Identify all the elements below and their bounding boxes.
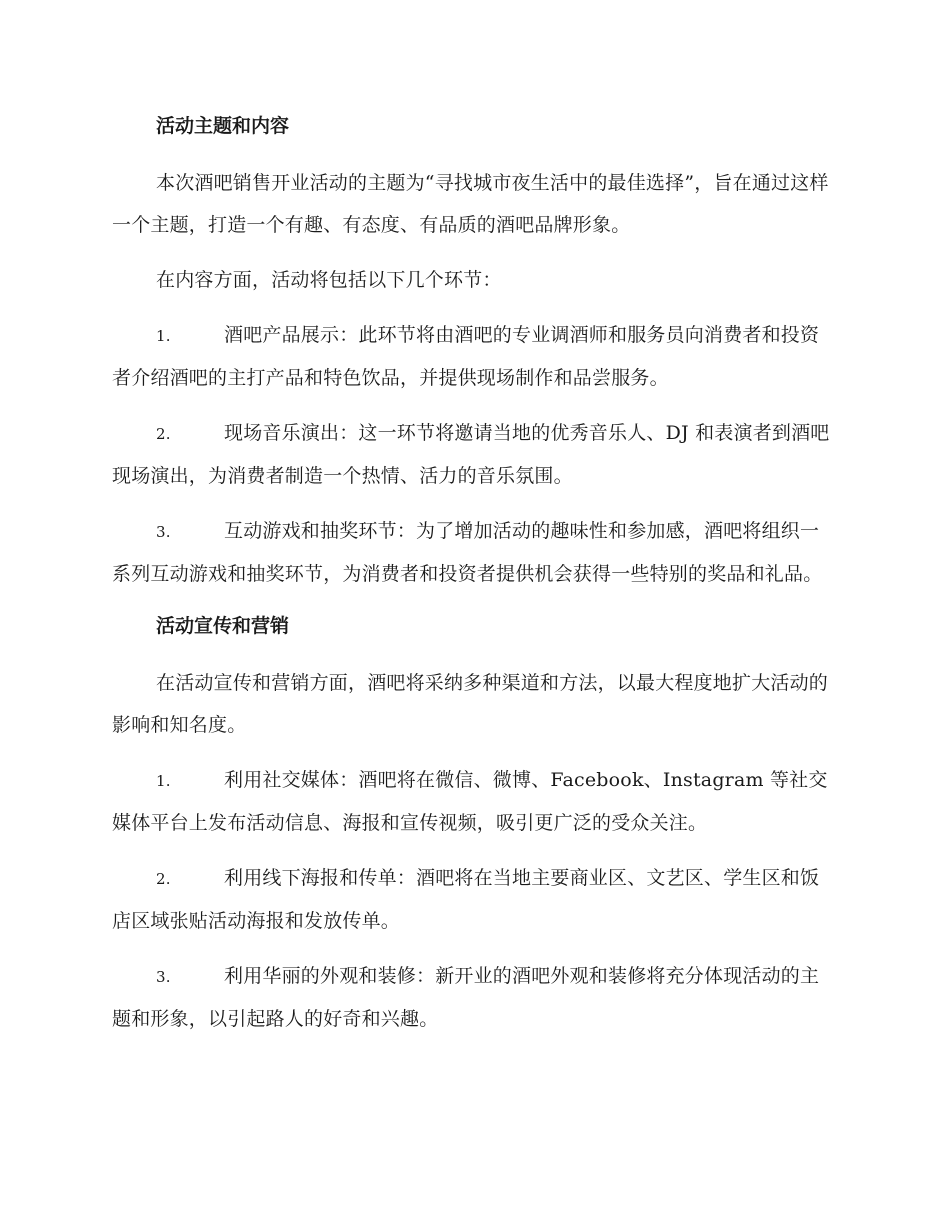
list-item bbox=[112, 955, 836, 1040]
list-item bbox=[112, 510, 836, 595]
list-item-text: 互动游戏和抽奖环节：为了增加活动的趣味性和参加感，酒吧将组织一系列互动游戏和抽奖环节，为消费者和投资者提供机会获得一些特别的奖品和礼品。 bbox=[112, 520, 823, 585]
list-item-text: 利用线下海报和传单：酒吧将在当地主要商业区、文艺区、学生区和饭店区域张贴活动海报和发放传单。 bbox=[112, 867, 820, 932]
list-item-text: 现场音乐演出：这一环节将邀请当地的优秀音乐人、DJ 和表演者到酒吧现场演出，为消费者制造一个热情、活力的音乐氛围。 bbox=[112, 422, 830, 487]
list-number: 2. bbox=[156, 425, 171, 443]
section-heading: 活动宣传和营销 bbox=[156, 615, 290, 637]
list-item-text: 酒吧产品展示：此环节将由酒吧的专业调酒师和服务员向消费者和投资者介绍酒吧的主打产品和特色饮品，并提供现场制作和品尝服务。 bbox=[112, 324, 820, 389]
paragraph: 在内容方面，活动将包括以下几个环节： bbox=[156, 269, 502, 291]
paragraph: 在活动宣传和营销方面，酒吧将采纳多种渠道和方法，以最大程度地扩大活动的影响和知名度。 bbox=[112, 672, 829, 736]
section-promotion-marketing bbox=[112, 608, 836, 1040]
list-item bbox=[112, 412, 836, 497]
list-item-text: 利用华丽的外观和装修：新开业的酒吧外观和装修将充分体现活动的主题和形象，以引起路人的好奇和兴趣。 bbox=[112, 965, 820, 1030]
list-number: 3. bbox=[156, 968, 171, 986]
list-number: 2. bbox=[156, 870, 171, 888]
list-number: 1. bbox=[156, 772, 171, 790]
list-number: 3. bbox=[156, 523, 171, 541]
section-heading: 活动主题和内容 bbox=[156, 115, 290, 137]
paragraph: 本次酒吧销售开业活动的主题为“寻找城市夜生活中的最佳选择”，旨在通过这样一个主题，打造一个有趣、有态度、有品质的酒吧品牌形象。 bbox=[112, 172, 829, 236]
document-body bbox=[112, 108, 836, 1053]
list-item bbox=[112, 857, 836, 942]
list-item bbox=[112, 314, 836, 399]
list-number: 1. bbox=[156, 327, 171, 345]
list-item bbox=[112, 759, 836, 844]
section-theme-content bbox=[112, 108, 836, 595]
list-item-text: 利用社交媒体：酒吧将在微信、微博、Facebook、Instagram 等社交媒体平台上发布活动信息、海报和宣传视频，吸引更广泛的受众关注。 bbox=[112, 769, 828, 834]
